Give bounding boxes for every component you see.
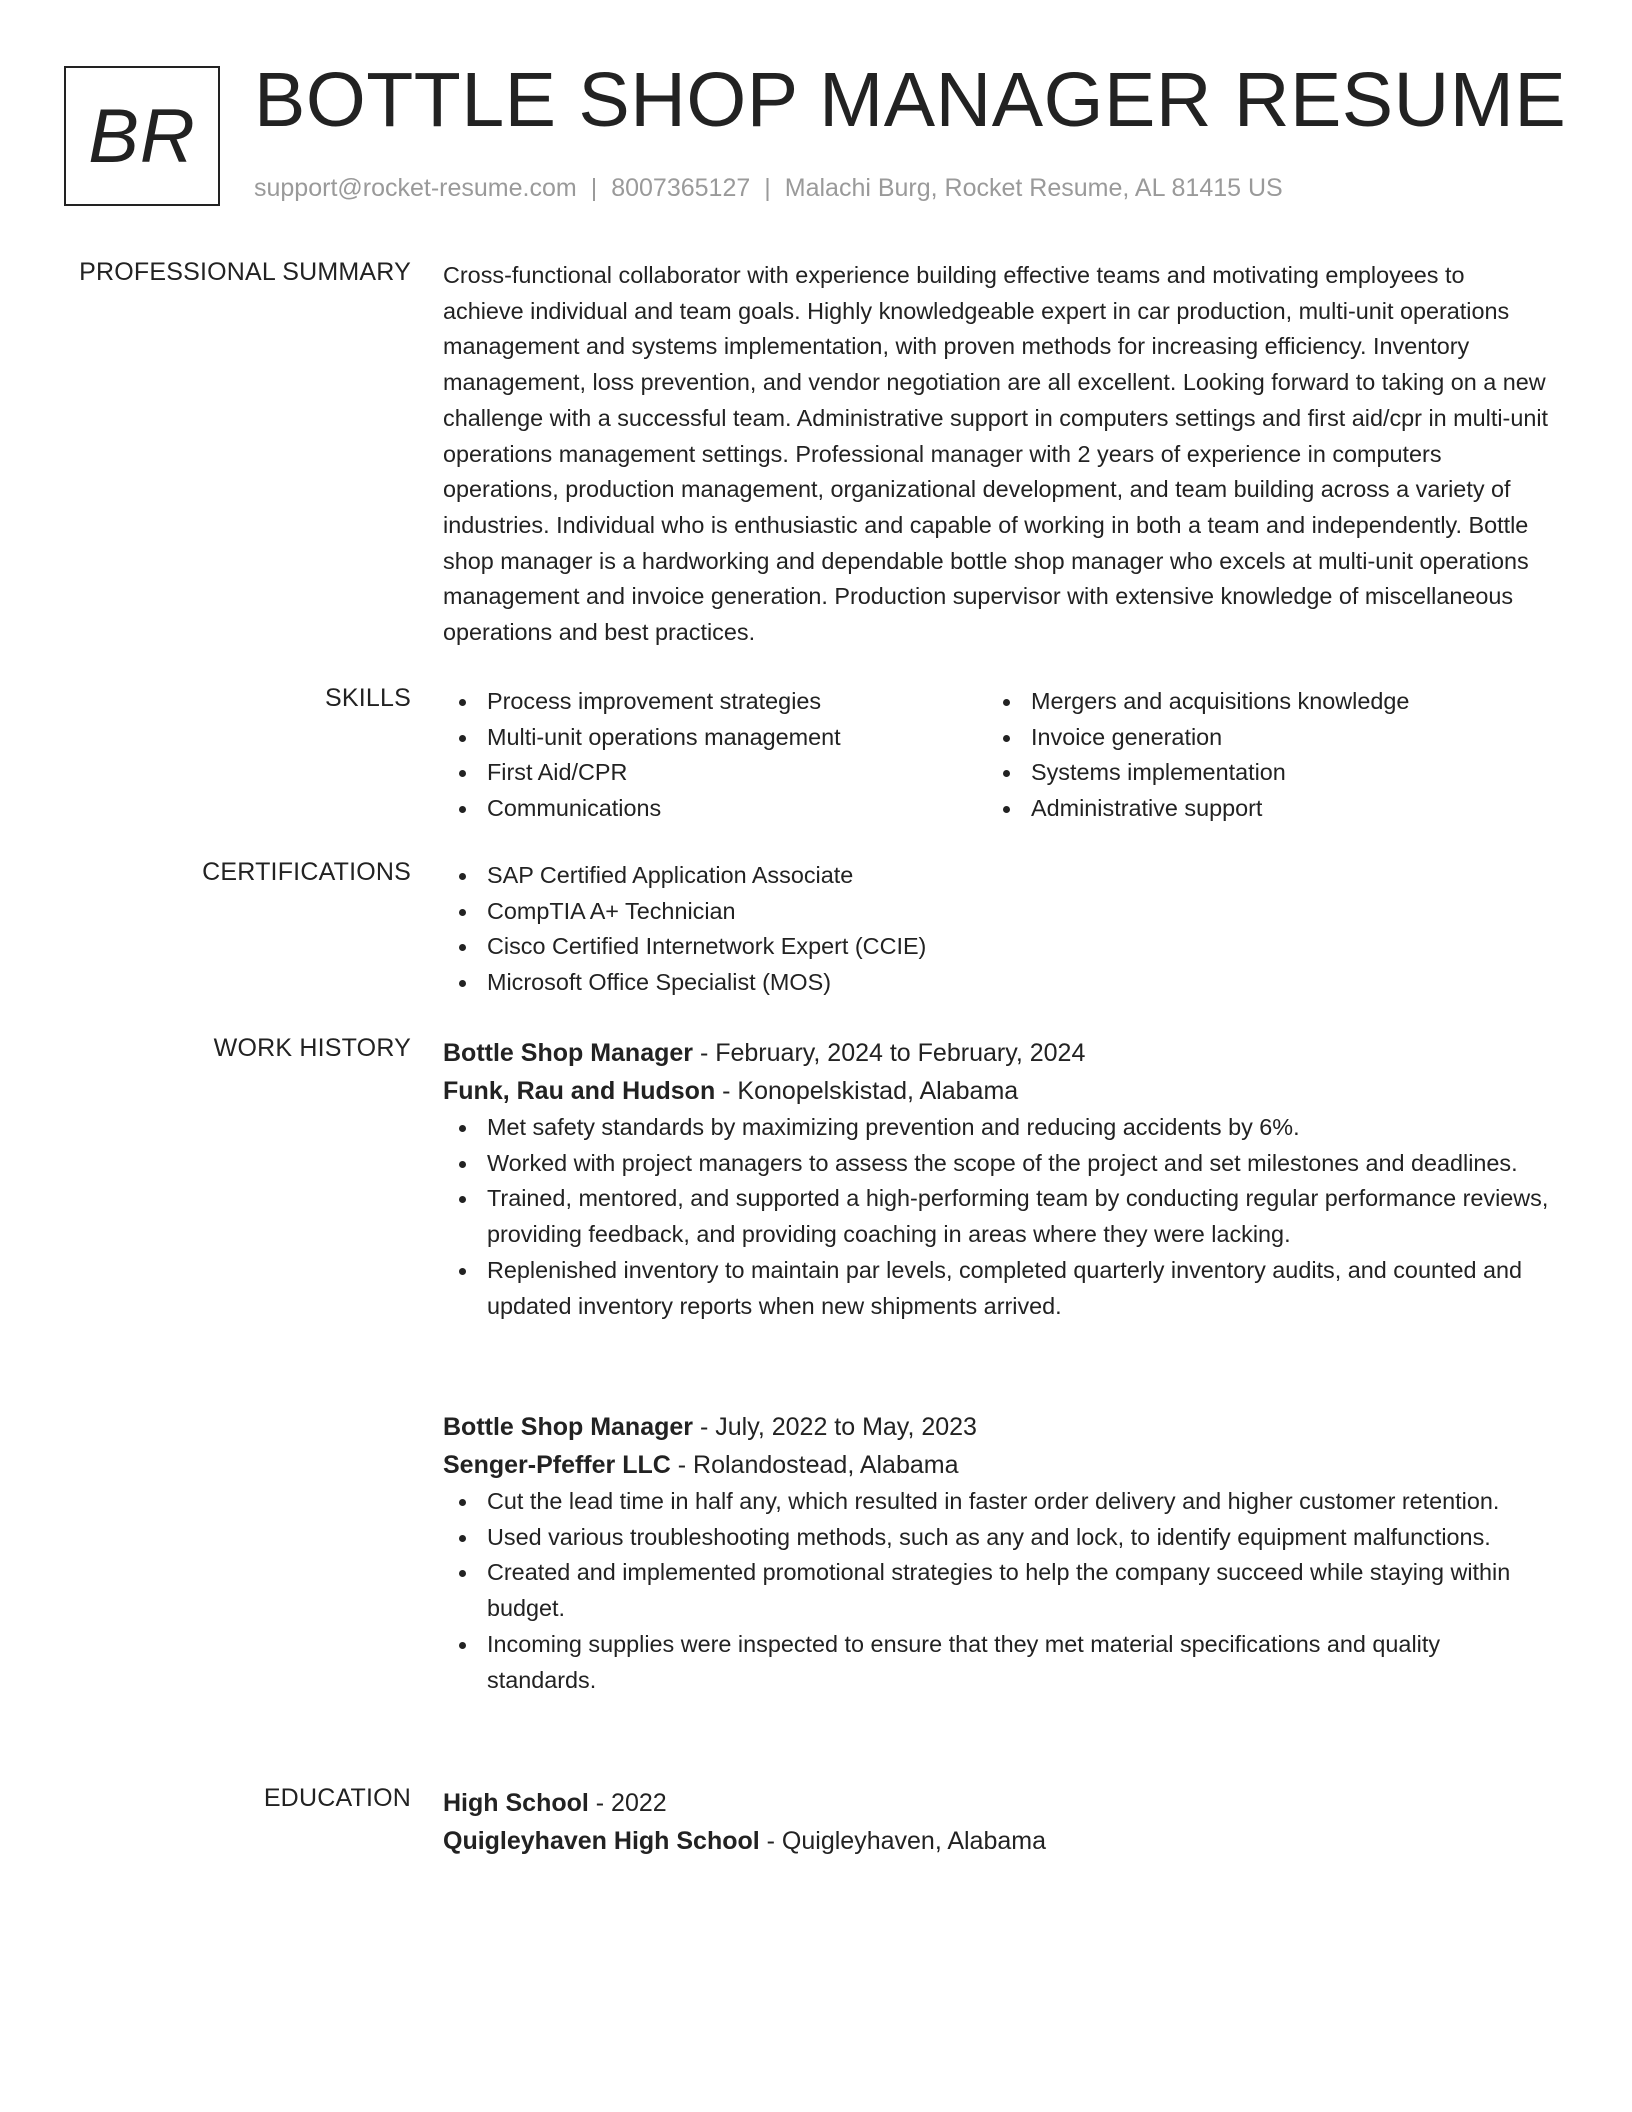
skills-body — [443, 684, 1549, 827]
education-location: - Quigleyhaven, Alabama — [759, 1827, 1046, 1855]
contact-separator: | — [590, 174, 598, 202]
contact-email: support@rocket-resume.com — [254, 174, 577, 202]
skill-item: Invoice generation — [987, 720, 1549, 756]
certifications-label: CERTIFICATIONS — [202, 858, 411, 886]
certifications-list — [443, 858, 1549, 1001]
skills-label: SKILLS — [325, 684, 411, 712]
job-bullets — [443, 1110, 1549, 1324]
skills-list-right — [987, 684, 1549, 827]
job-entry — [443, 1034, 1549, 1324]
job-company-line — [443, 1072, 1549, 1110]
contact-phone: 8007365127 — [611, 174, 751, 202]
job-bullet: Cut the lead time in half any, which resulted in faster order delivery and higher customer retention. — [443, 1484, 1549, 1520]
page-title: BOTTLE SHOP MANAGER RESUME — [254, 57, 1567, 143]
job-bullet: Met safety standards by maximizing prevention and reducing accidents by 6%. — [443, 1110, 1549, 1146]
monogram-logo: BR — [64, 66, 220, 206]
skill-item: Mergers and acquisitions knowledge — [987, 684, 1549, 720]
certification-item: SAP Certified Application Associate — [443, 858, 1549, 894]
summary-label: PROFESSIONAL SUMMARY — [79, 258, 411, 286]
job-title-line — [443, 1408, 1549, 1446]
contact-line — [254, 174, 1283, 203]
job-company: Funk, Rau and Hudson — [443, 1077, 716, 1105]
job-title: Bottle Shop Manager — [443, 1413, 694, 1441]
certifications-body — [443, 858, 1549, 1001]
education-degree-line — [443, 1784, 1549, 1822]
job-entry — [443, 1408, 1549, 1698]
certification-item: CompTIA A+ Technician — [443, 894, 1549, 930]
education-year: - 2022 — [588, 1789, 667, 1817]
job-title-line — [443, 1034, 1549, 1072]
summary-body — [443, 258, 1549, 651]
skill-item: Multi-unit operations management — [443, 720, 987, 756]
job-title: Bottle Shop Manager — [443, 1039, 694, 1067]
job-bullets — [443, 1484, 1549, 1698]
work-history-label: WORK HISTORY — [213, 1034, 411, 1062]
skill-item: Process improvement strategies — [443, 684, 987, 720]
skill-item: First Aid/CPR — [443, 755, 987, 791]
job-bullet: Worked with project managers to assess the scope of the project and set milestones and deadlines. — [443, 1146, 1549, 1182]
skill-item: Communications — [443, 791, 987, 827]
contact-address: Malachi Burg, Rocket Resume, AL 81415 US — [784, 174, 1283, 202]
skill-item: Systems implementation — [987, 755, 1549, 791]
education-degree: High School — [443, 1789, 589, 1817]
contact-separator: | — [764, 174, 771, 202]
job-bullet: Created and implemented promotional strategies to help the company succeed while staying within budget. — [443, 1555, 1549, 1626]
job-dates: - July, 2022 to May, 2023 — [693, 1413, 977, 1441]
skill-item: Administrative support — [987, 791, 1549, 827]
education-school-line — [443, 1822, 1549, 1860]
job-dates: - February, 2024 to February, 2024 — [693, 1039, 1086, 1067]
job-company-line — [443, 1446, 1549, 1484]
job-location: - Rolandostead, Alabama — [670, 1451, 959, 1479]
education-body — [443, 1784, 1549, 1860]
job-bullet: Replenished inventory to maintain par levels, completed quarterly inventory audits, and counted and updated inventory reports when new shipments arrived. — [443, 1253, 1549, 1324]
work-history-body — [443, 1034, 1549, 1693]
education-school: Quigleyhaven High School — [443, 1827, 760, 1855]
skills-list-left — [443, 684, 987, 827]
job-company: Senger-Pfeffer LLC — [443, 1451, 671, 1479]
job-bullet: Incoming supplies were inspected to ensure that they met material specifications and quality standards. — [443, 1627, 1549, 1698]
summary-text: Cross-functional collaborator with experience building effective teams and motivating employees to achieve individual and team goals. Highly knowledgeable expert in car production, multi-unit operations management and systems implementation, with proven methods for increasing efficiency. Inventory management, loss prevention, and vendor negotiation are all excellent. Looking forward to taking on a new challenge with a successful team. Administrative support in computers settings and first aid/cpr in multi-unit operations management settings. Professional manager with 2 years of experience in computers operations, production management, organizational development, and team building across a variety of industries. Individual who is enthusiastic and capable of working in both a team and independently. Bottle shop manager is a hardworking and dependable bottle shop manager who excels at multi-unit operations management and invoice generation. Production supervisor with extensive knowledge of miscellaneous operations and best practices. — [443, 262, 1549, 646]
job-bullet: Trained, mentored, and supported a high-performing team by conducting regular performance reviews, providing feedback, and providing coaching in areas where they were lacking. — [443, 1181, 1549, 1252]
job-bullet: Used various troubleshooting methods, such as any and lock, to identify equipment malfunctions. — [443, 1520, 1549, 1556]
certification-item: Microsoft Office Specialist (MOS) — [443, 965, 1549, 1001]
job-location: - Konopelskistad, Alabama — [715, 1077, 1019, 1105]
certification-item: Cisco Certified Internetwork Expert (CCIE) — [443, 929, 1549, 965]
education-label: EDUCATION — [263, 1784, 411, 1812]
